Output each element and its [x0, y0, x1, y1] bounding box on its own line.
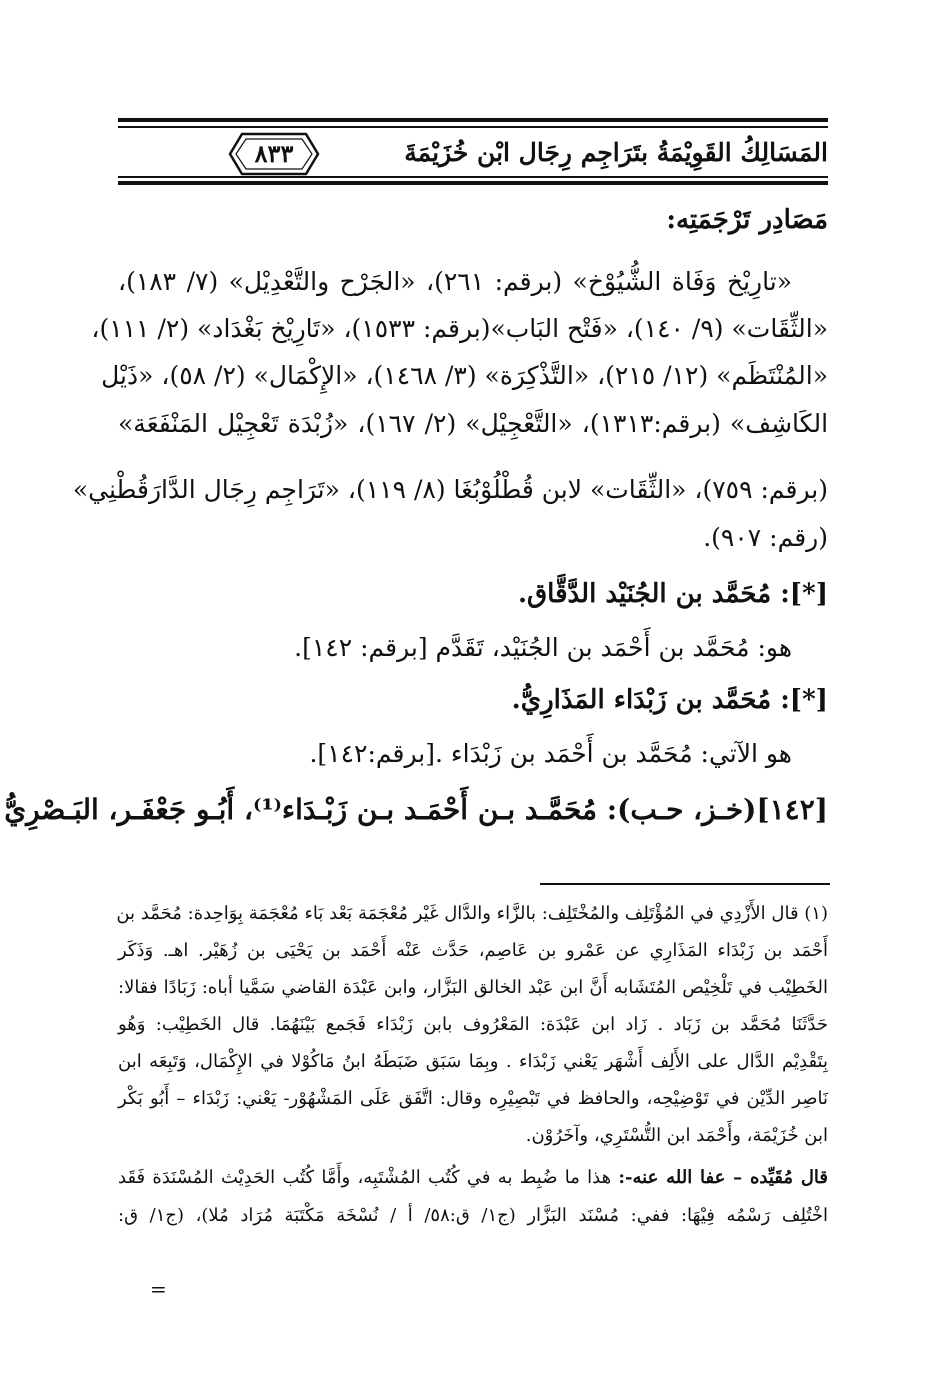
footnote-line: ابن خُزَيْمَة، وأَحْمَد ابن التُّسْتَرِي، وآخَرُوْن. — [525, 1125, 828, 1146]
footnote-line: أَحْمَد بن زَبْدَاء المَذَارِي عن عَمْرو بن عَاصِم، حَدَّث عَنْه أَحْمَد بن يَحْيَى بن زُهَيْر. اهـ. وَذَكَر — [118, 940, 828, 961]
running-title: المَسَالِكُ القَوِيْمَةُ بتَرَاجِم رِجَال ابْن خُزَيْمَةَ — [404, 138, 828, 167]
entry-title-zabdaa: [*]: مُحَمَّد بن زَبْدَاء المَذَارِيُّ. — [511, 685, 828, 715]
sources-heading: مَصَادِر تَرْجَمَتِه: — [666, 205, 828, 235]
sources-line: الكَاشِف» (برقم:١٣١٣)، «التَّعْجِيْل» (٢/ ١٦٧)، «زُبْدَة تَعْجِيْل المَنْفَعَة» — [118, 409, 829, 438]
entry-title-aljunayd: [*]: مُحَمَّد بن الجُنَيْد الدَّقَّاق. — [517, 579, 828, 609]
author-note-text: هذا ما ضُبِط به في كُتُب المُشْتَبِه، وأَمَّا كُتُب الحَدِيْث المُسْنَدَة فَقَد — [118, 1167, 619, 1188]
page-number: ٨٣٣ — [254, 139, 294, 168]
footnote-line: الخَطِيْب في تَلْخِيْص المُتَشَابه أَنَّ ابن عَبْد الخالق البَزَّار، وابن عَبْدَة القاضي سَمَّيا أباه: زَبَادًا فقالا: — [118, 977, 828, 998]
sources-line: «تارِيْخ وَفَاة الشُّيُوْخ» (برقم: ٢٦١)، «الجَرْح والتَّعْدِيْل» (٧/ ١٨٣)، — [118, 267, 792, 296]
footnote-line: بِتَقْدِيْم الدَّال على الأَلِف أَشْهَر يَعْني زَبْدَاء . وبِمَا سَبَق ضَبَطَهُ ابنُ مَاكُوْلا في الإِكْمَال، وَتَبِعَه ابن — [118, 1051, 828, 1072]
author-note-label: قال مُقَيِّده – عفا الله عنه-: — [618, 1167, 828, 1188]
footnote-line: نَاصِر الدِّيْن في تَوْضِيْحِه، والحافظ في تَبْصِيْرِه وقال: اتَّفَق عَلَى المَشْهُوْر- يَعْني: زَبْدَاء – أَبُو بَكْر — [118, 1088, 828, 1109]
sources-line: «الثِّقَات» (٩/ ١٤٠)، «فَتْح البَاب»(برقم: ١٥٣٣)، «تَارِيْخ بَغْدَاد» (٢/ ١١١)، — [91, 314, 828, 343]
sources-line: «المُنْتَظَم» (١٢/ ٢١٥)، «التَّذْكِرَة» (٣/ ١٤٦٨)، «الإِكْمَال» (٢/ ٥٨)، «ذَيْل — [101, 361, 828, 390]
entry-text-zabdaa: هو الآتي: مُحَمَّد بن أَحْمَد بن زَبْدَاء .[برقم:١٤٢]. — [309, 739, 792, 768]
continuation-mark: = — [150, 1277, 167, 1301]
entry-142-heading: [١٤٢](خـز، حـب): مُحَمَّـد بـن أَحْمَـد بـن زَبْـدَاء⁽¹⁾، أَبُـو جَعْفَـر، البَـصْرِيُّ — [4, 793, 828, 826]
sources-line: (رقم: ٩٠٧). — [703, 523, 828, 552]
footnote-line: حَدَّثَنَا مُحَمَّد بن زَبَاد . زَاد ابن عَبْدَة: المَعْرُوف بابن زَبْدَاء فَجَمع بَيْنَهُمَا. قال الخَطِيْب: وَهُو — [118, 1014, 828, 1035]
footnote-line: (١) قال الأَزْدِي في المُؤْتَلِف والمُخْتَلِف: بالزَّاء والدَّال غَيْر مُعْجَمَة بَعْد بَاء مُعْجَمَة بِوَاحِدة: مُحَمَّد بن — [116, 903, 828, 924]
author-note-line — [118, 1162, 828, 1194]
entry-text-aljunayd: هو: مُحَمَّد بن أَحْمَد بن الجُنَيْد، تَقَدَّم [برقم: ١٤٢]. — [294, 633, 792, 662]
main-text — [4, 0, 829, 860]
footnote-separator — [540, 883, 830, 885]
author-note-line: اخْتُلِف رَسْمُه فِيْهَا: ففي: مُسْنَد البَزَّار (ج١/ ق:٥٨/ أ / نُسْخَة مَكْتَبَة مُرَاد مُلا)، (ج١/ ق: — [118, 1205, 829, 1226]
sources-line: (برقم: ٧٥٩)، «الثِّقَات» لابن قُطْلُوْبُغَا (٨/ ١١٩)، «تَرَاجِم رِجَال الدَّارَقُطْنِي» — [72, 475, 828, 504]
